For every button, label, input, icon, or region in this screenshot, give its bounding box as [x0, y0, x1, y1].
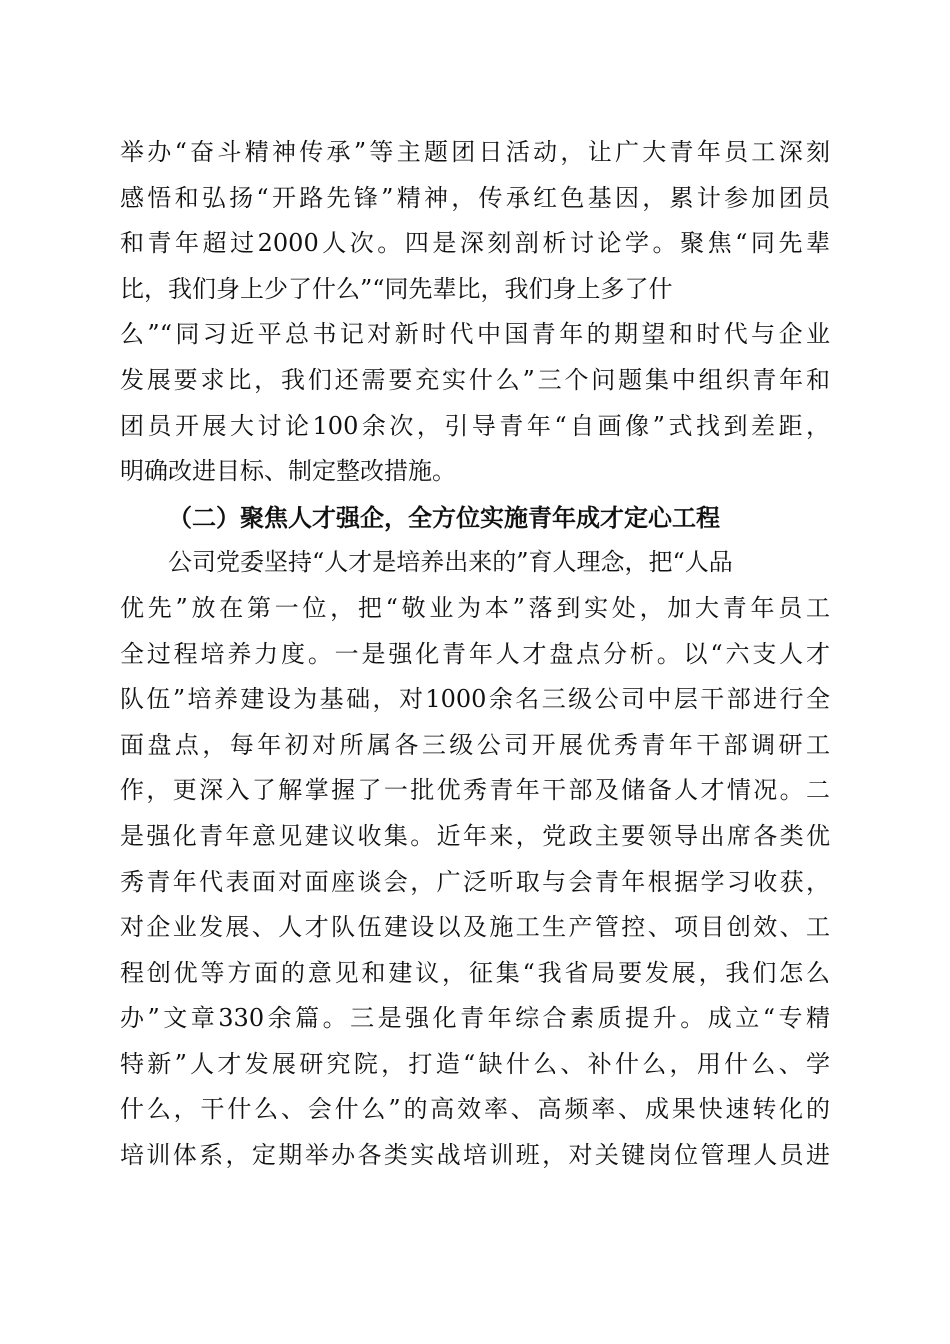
paragraph-line: 全过程培养力度。一是强化青年人才盘点分析。以“六支人才 — [120, 639, 830, 668]
paragraph-line: 优先”放在第一位，把“敬业为本”落到实处，加大青年员工 — [120, 593, 830, 622]
paragraph-line: 团员开展大讨论100余次，引导青年“自画像”式找到差距， — [120, 411, 830, 440]
paragraph-line: 比，我们身上少了什么”“同先辈比，我们身上多了什 — [120, 274, 673, 303]
paragraph-line: 举办“奋斗精神传承”等主题团日活动，让广大青年员工深刻 — [120, 138, 830, 166]
paragraph-line: 队伍”培养建设为基础，对1000余名三级公司中层干部进行全 — [120, 685, 830, 714]
paragraph-line: 程创优等方面的意见和建议，征集“我省局要发展，我们怎么 — [120, 958, 830, 987]
paragraph-line: 感悟和弘扬“开路先锋”精神，传承红色基因，累计参加团员 — [120, 183, 830, 212]
paragraph-line: 面盘点，每年初对所属各三级公司开展优秀青年干部调研工 — [120, 730, 830, 759]
paragraph-line: 和青年超过2000人次。四是深刻剖析讨论学。聚焦“同先辈 — [120, 229, 830, 258]
paragraph-line: 么”“同习近平总书记对新时代中国青年的期望和时代与企业 — [120, 320, 830, 349]
paragraph-line: 是强化青年意见建议收集。近年来，党政主要领导出席各类优 — [120, 821, 830, 850]
paragraph-line: 发展要求比，我们还需要充实什么”三个问题集中组织青年和 — [120, 365, 830, 394]
paragraph-line: 什么，干什么、会什么”的高效率、高频率、成果快速转化的 — [120, 1095, 830, 1124]
paragraph-line: 明确改进目标、制定整改措施。 — [120, 457, 456, 486]
document-body — [120, 130, 830, 1179]
paragraph-line: 办”文章330余篇。三是强化青年综合素质提升。成立“专精 — [120, 1004, 830, 1033]
paragraph-line: 秀青年代表面对面座谈会，广泛听取与会青年根据学习收获， — [120, 867, 830, 896]
section-heading: （二）聚焦人才强企，全方位实施青年成才定心工程 — [168, 502, 720, 532]
paragraph-line: 培训体系，定期举办各类实战培训班，对关键岗位管理人员进 — [120, 1141, 830, 1170]
paragraph-line: 特新”人才发展研究院，打造“缺什么、补什么，用什么、学 — [120, 1049, 830, 1078]
paragraph-line: 作，更深入了解掌握了一批优秀青年干部及储备人才情况。二 — [120, 776, 830, 805]
paragraph-line: 公司党委坚持“人才是培养出来的”育人理念，把“人品 — [168, 548, 733, 577]
paragraph-line: 对企业发展、人才队伍建设以及施工生产管控、项目创效、工 — [120, 913, 830, 942]
